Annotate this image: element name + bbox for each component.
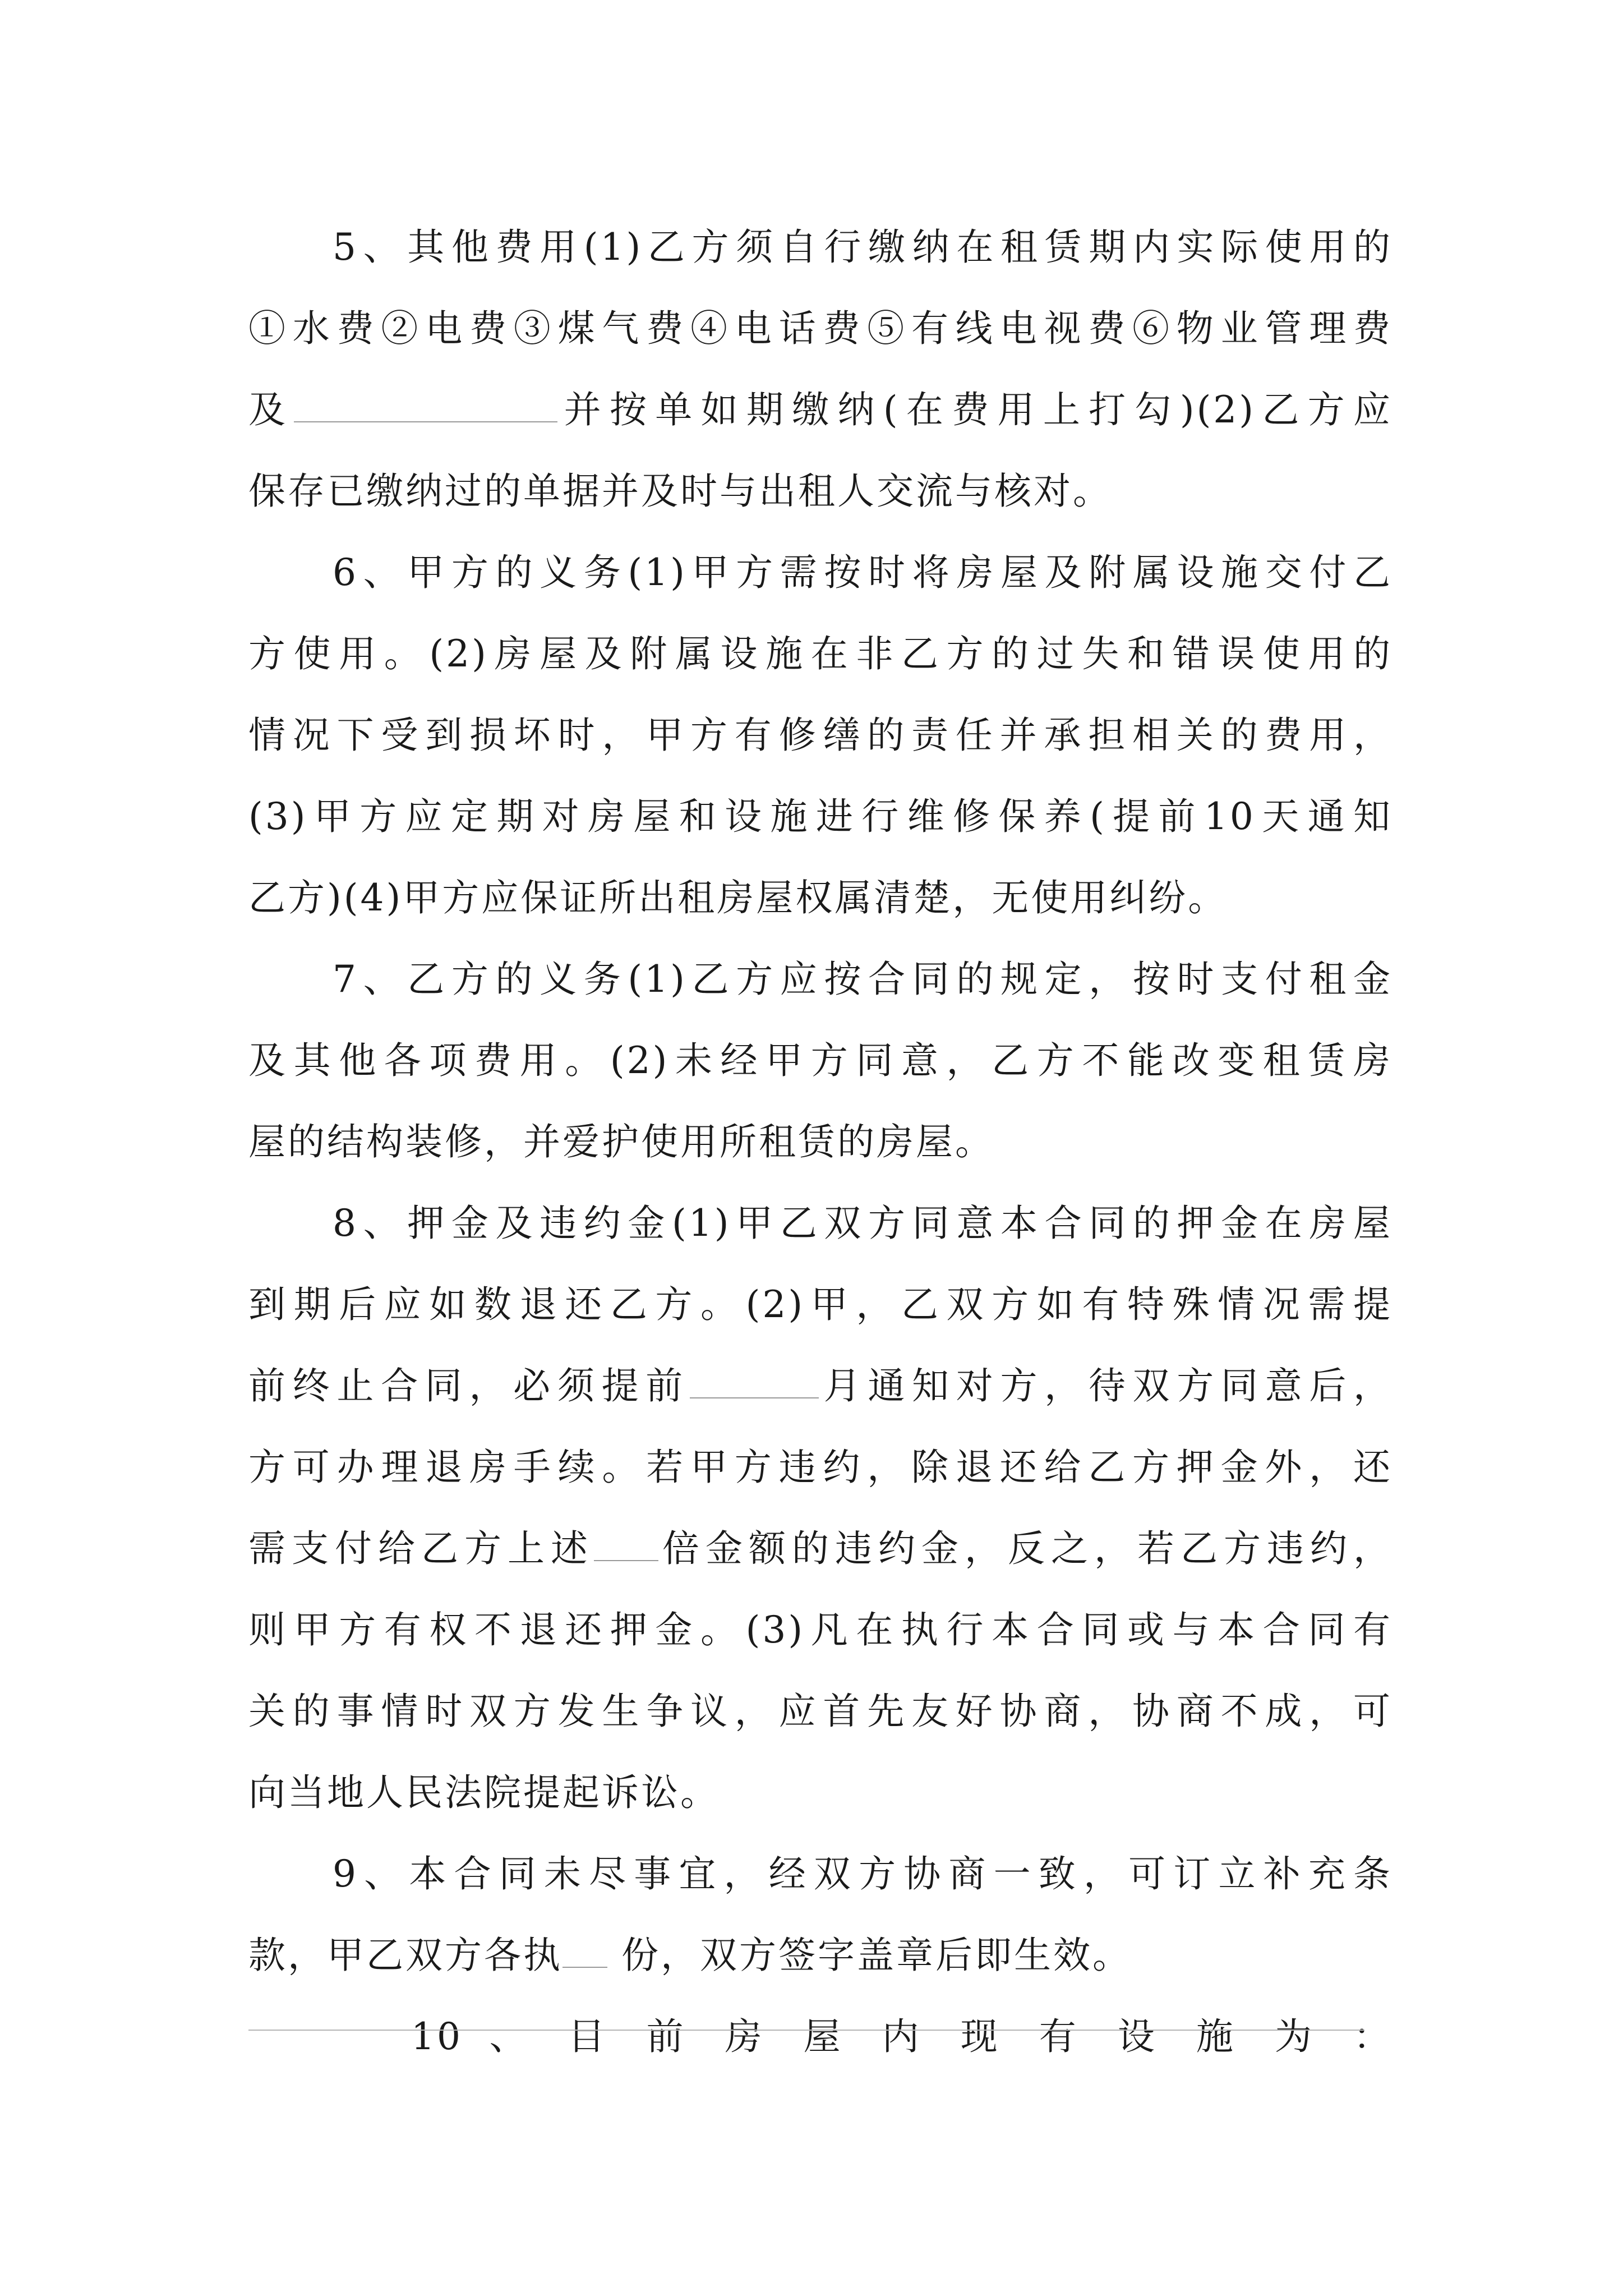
text-segment: 月通知对方，待双方同意后， (818, 1364, 1393, 1407)
text-line: 方可办理退房手续。若甲方违约，除退还给乙方押金外，还 (248, 1446, 1393, 1489)
text-segment: 及 (248, 388, 294, 431)
clause-6-paragraph (248, 532, 1393, 938)
contract-body (248, 206, 1393, 2077)
text-line: 5、其他费用(1)乙方须自行缴纳在租赁期内实际使用的 (333, 226, 1393, 269)
text-line: ①水费②电费③煤气费④电话费⑤有线电视费⑥物业管理费 (248, 307, 1393, 350)
text-line-with-blank (248, 1508, 1393, 1589)
text-line: 7、乙方的义务(1)乙方应按合同的规定，按时支付租金 (333, 958, 1393, 1001)
clause-9-paragraph (248, 1833, 1393, 1996)
text-segment: 前终止合同，必须提前 (248, 1364, 690, 1407)
text-line: 向当地人民法院提起诉讼。 (248, 1771, 720, 1814)
text-line: 情况下受到损坏时，甲方有修缮的责任并承担相关的费用， (248, 714, 1393, 757)
fill-in-blank (690, 1366, 819, 1398)
text-line: 乙方)(4)甲方应保证所出租房屋权属清楚，无使用纠纷。 (248, 876, 1228, 919)
fill-in-blank (594, 1529, 658, 1561)
text-line: 及其他各项费用。(2)未经甲方同意，乙方不能改变租赁房 (248, 1039, 1393, 1082)
text-segment: 款，甲乙双方各执 (248, 1934, 562, 1977)
text-line-with-blank (248, 369, 1393, 450)
text-line: 8、押金及违约金(1)甲乙双方同意本合同的押金在房屋 (333, 1202, 1393, 1245)
text-segment: 倍金额的违约金，反之，若乙方违约， (658, 1527, 1393, 1570)
text-line: 屋的结构装修，并爱护使用所租赁的房屋。 (248, 1120, 994, 1163)
clause-8-paragraph (248, 1182, 1393, 1833)
text-line-with-blank (248, 1345, 1393, 1427)
text-segment: 份，双方签字盖章后即生效。 (607, 1934, 1132, 1977)
text-line: 10 、 目 前 房 屋 内 现 有 设 施 为 ： (411, 2015, 1393, 2058)
fill-in-blank (562, 1935, 607, 1968)
text-line: (3)甲方应定期对房屋和设施进行维修保养(提前10天通知 (248, 795, 1393, 838)
text-line: 关的事情时双方发生争议，应首先友好协商，协商不成，可 (248, 1690, 1393, 1733)
text-line: 到期后应如数退还乙方。(2)甲，乙双方如有特殊情况需提 (248, 1283, 1393, 1326)
clause-10-paragraph (248, 1996, 1393, 2077)
text-line: 方使用。(2)房屋及附属设施在非乙方的过失和错误使用的 (248, 632, 1393, 675)
clause-5-paragraph (248, 206, 1393, 532)
text-line: 则甲方有权不退还押金。(3)凡在执行本合同或与本合同有 (248, 1608, 1393, 1651)
fill-in-blank (294, 390, 557, 422)
text-line: 6、甲方的义务(1)甲方需按时将房屋及附属设施交付乙 (333, 551, 1393, 594)
fill-in-underline (248, 2030, 1364, 2031)
text-line-with-blank (248, 1915, 1393, 1996)
text-line: 保存已缴纳过的单据并及时与出租人交流与核对。 (248, 470, 1112, 513)
text-segment: 需支付给乙方上述 (248, 1527, 594, 1570)
clause-7-paragraph (248, 938, 1393, 1182)
text-line: 9、本合同未尽事宜，经双方协商一致，可订立补充条 (333, 1852, 1393, 1895)
text-segment: 并按单如期缴纳(在费用上打勾)(2)乙方应 (557, 388, 1393, 431)
